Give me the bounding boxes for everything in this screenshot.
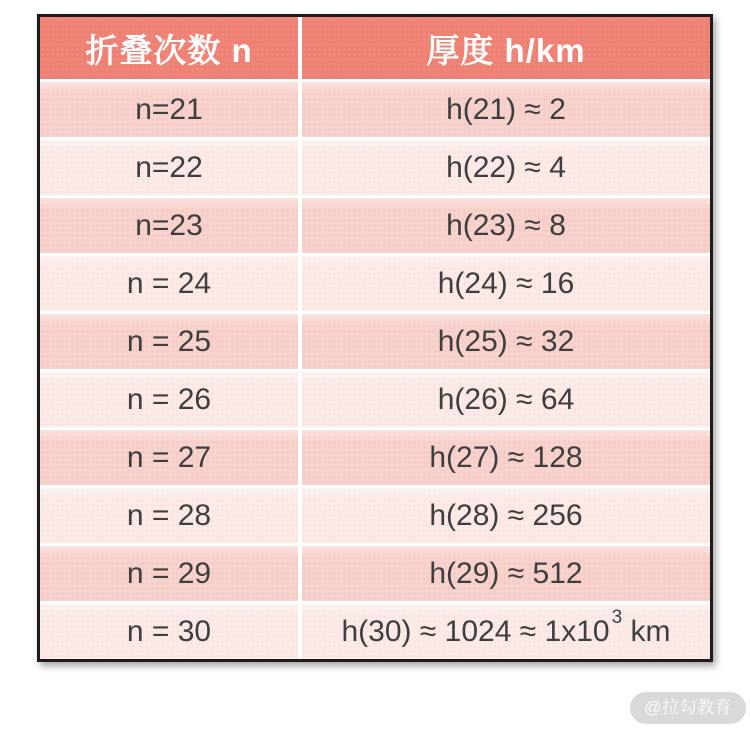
cell-n-26: n = 26 bbox=[40, 372, 298, 427]
cell-n-21: n=21 bbox=[40, 82, 298, 137]
cell-h-25: h(25) ≈ 32 bbox=[302, 314, 710, 369]
cell-h-30 bbox=[302, 604, 710, 659]
cell-n-25: n = 25 bbox=[40, 314, 298, 369]
header-cell-thickness: 厚度 h/km bbox=[302, 17, 710, 79]
cell-n-28: n = 28 bbox=[40, 488, 298, 543]
header-cell-fold-count: 折叠次数 n bbox=[40, 17, 298, 79]
h30-superscript-exponent: 3 bbox=[611, 606, 623, 628]
cell-h-26: h(26) ≈ 64 bbox=[302, 372, 710, 427]
cell-h-22: h(22) ≈ 4 bbox=[302, 140, 710, 195]
cell-h-27: h(27) ≈ 128 bbox=[302, 430, 710, 485]
fold-thickness-table bbox=[37, 14, 713, 662]
cell-h-29: h(29) ≈ 512 bbox=[302, 546, 710, 601]
cell-n-30: n = 30 bbox=[40, 604, 298, 659]
cell-n-29: n = 29 bbox=[40, 546, 298, 601]
lagou-education-watermark: @拉勾教育 bbox=[630, 692, 746, 724]
h30-expression: h(30) ≈ 1024 ≈ 1x10 bbox=[341, 614, 610, 648]
cell-h-24: h(24) ≈ 16 bbox=[302, 256, 710, 311]
cell-n-23: n=23 bbox=[40, 198, 298, 253]
cell-n-24: n = 24 bbox=[40, 256, 298, 311]
cell-h-21: h(21) ≈ 2 bbox=[302, 82, 710, 137]
cell-n-22: n=22 bbox=[40, 140, 298, 195]
cell-n-27: n = 27 bbox=[40, 430, 298, 485]
cell-h-28: h(28) ≈ 256 bbox=[302, 488, 710, 543]
h30-unit: km bbox=[622, 614, 671, 648]
cell-h-23: h(23) ≈ 8 bbox=[302, 198, 710, 253]
